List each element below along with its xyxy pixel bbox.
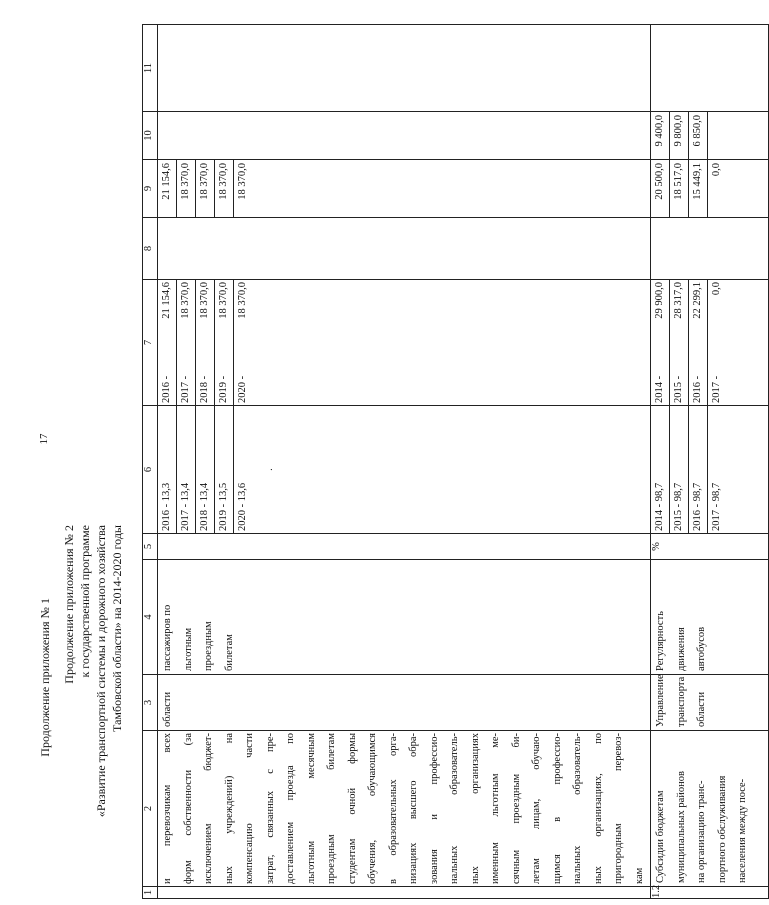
funding-line [158, 280, 177, 405]
executor-cell [158, 675, 651, 731]
text-line: автобусов [696, 626, 707, 671]
column-number: 4 [143, 560, 158, 675]
text-line: транспорта [675, 676, 687, 727]
text-line: кам [633, 867, 645, 884]
text-line: муниципальных районов [675, 771, 687, 883]
funding-value: 0,0 [711, 282, 722, 296]
column-number: 1 [143, 887, 158, 899]
funding-value: 9 400,0 [651, 112, 670, 159]
unit-cell: % [651, 534, 769, 560]
column-number: 7 [143, 280, 158, 406]
measure-description-cell [651, 731, 769, 887]
funding-value: 9 800,0 [670, 112, 689, 159]
column-number: 6 [143, 406, 158, 534]
text-line: движения [675, 627, 687, 671]
funding-line [234, 280, 252, 405]
year-label: 2018 - [199, 375, 210, 403]
executor-cell [651, 675, 769, 731]
text-line: проездным [203, 621, 214, 671]
year-label: 2014 - [654, 375, 665, 403]
row-number-cell [158, 887, 651, 899]
column-number: 10 [143, 112, 158, 160]
funding-value: 29 900,0 [654, 282, 665, 319]
funding-value: 18 370,0 [199, 282, 210, 319]
text-line: студентам очной формы [346, 733, 358, 884]
measure-description-cell [158, 731, 651, 887]
value-lines [158, 160, 252, 217]
page-number: 17 [38, 433, 50, 445]
column-number: 5 [143, 534, 158, 560]
value-lines [651, 160, 726, 217]
funding-value: 18 370,0 [237, 163, 248, 200]
value-lines [158, 280, 252, 405]
text-line: области [696, 691, 707, 727]
funding-value [708, 112, 726, 159]
text-line: пассажиров по [162, 604, 173, 671]
unit-cell [158, 534, 651, 560]
year-label: 2020 - [237, 375, 248, 403]
text-line: населения между посе- [737, 778, 748, 883]
target-value: 2017 - 98,7 [711, 482, 722, 531]
year-label: 2019 - [218, 375, 229, 403]
note-mark: . [264, 468, 275, 471]
target-value: 2017 - 13,4 [177, 406, 196, 533]
column-number: 8 [143, 218, 158, 280]
text-line: компенсацию части [244, 733, 255, 884]
text-line: щимся в профессио- [551, 733, 563, 884]
year-label: 2017 - [180, 375, 191, 403]
funding-value: 18 370,0 [180, 282, 191, 319]
federal-funds-cell [158, 218, 651, 280]
year-label: 2016 - [692, 375, 703, 403]
column-number: 11 [143, 25, 158, 112]
text-lines [651, 731, 754, 886]
value-lines [158, 406, 252, 533]
text-line: льготным [182, 627, 194, 671]
text-lines [651, 560, 713, 674]
target-value: 2016 - 13,3 [158, 406, 177, 533]
funding-line [708, 280, 726, 405]
text-line: исключением бюджет- [203, 733, 214, 884]
program-table [142, 24, 769, 899]
text-lines [651, 675, 713, 730]
funding-line [177, 280, 196, 405]
funding-value: 20 500,0 [651, 160, 670, 217]
text-line: зования и профессио- [428, 733, 440, 884]
funding-value: 18 517,0 [670, 160, 689, 217]
text-line: на организацию транс- [696, 780, 707, 883]
funding-value: 18 370,0 [237, 282, 248, 319]
text-line: ных организациях, по [592, 733, 604, 884]
text-line: билетам [223, 634, 235, 671]
other-funds-cell [158, 25, 651, 112]
row-number-cell: 1.2 [651, 887, 769, 899]
column-number: 2 [143, 731, 158, 887]
appendix-header-line: Тамбовской области» на 2014-2020 годы [110, 525, 124, 732]
funding-value: 18 370,0 [196, 160, 215, 217]
indicator-cell [158, 560, 651, 675]
target-value: 2015 - 98,7 [670, 406, 689, 533]
funding-line [689, 280, 708, 405]
local-funds-cell [158, 112, 651, 160]
funding-line [196, 280, 215, 405]
year-label: 2015 - [673, 375, 684, 403]
text-line: ных учреждений) на [223, 733, 235, 884]
text-line: Регулярность [655, 611, 666, 671]
text-line: льготным месячным [305, 733, 317, 884]
text-lines [158, 731, 650, 886]
appendix-header-line: к государственной программе [78, 525, 92, 678]
regional-funds-cell [651, 160, 769, 218]
target-value: 2014 - 98,7 [651, 406, 670, 533]
text-line: Управление [655, 674, 666, 727]
funding-value: 6 850,0 [689, 112, 708, 159]
column-number-row [143, 25, 158, 899]
text-line: сячным проездным би- [510, 733, 522, 884]
funding-value: 21 154,6 [161, 282, 172, 319]
column-number: 3 [143, 675, 158, 731]
indicator-cell [651, 560, 769, 675]
text-line: Субсидии бюджетам [655, 790, 666, 883]
funding-value: 15 449,1 [689, 160, 708, 217]
executor-text: области [162, 691, 173, 727]
text-line: доставлением проезда по [285, 733, 296, 884]
funding-value: 21 154,6 [158, 160, 177, 217]
text-line: именным льготным ме- [490, 733, 501, 884]
target-value: 2016 - 98,7 [689, 406, 708, 533]
value-lines [651, 280, 726, 405]
funding-value: 22 299,1 [692, 282, 703, 319]
funding-value: 18 370,0 [215, 160, 234, 217]
column-number: 9 [143, 160, 158, 218]
text-line: портного обслуживания [716, 775, 728, 883]
funding-line [670, 280, 689, 405]
target-value: 2020 - 13,6 [237, 482, 248, 531]
appendix-header-line: «Развитие транспортной системы и дорожного хозяйства [94, 525, 108, 818]
value-lines [651, 406, 726, 533]
funding-value: 18 370,0 [177, 160, 196, 217]
year-label: 2016 - [161, 375, 172, 403]
funding-line [651, 280, 670, 405]
funding-total-cell [651, 280, 769, 406]
text-line: в образовательных орга- [387, 733, 399, 884]
text-lines [158, 560, 240, 674]
text-line: ных организациях [469, 733, 481, 884]
table-row [651, 25, 769, 899]
funding-line [215, 280, 234, 405]
federal-funds-cell [651, 218, 769, 280]
text-line: низациях высшего обра- [408, 733, 419, 884]
funding-value: 0,0 [711, 163, 722, 177]
text-line: обучения, обучающимся [367, 733, 378, 884]
funding-value: 28 317,0 [673, 282, 684, 319]
text-line: и перевозчикам всех [162, 733, 173, 884]
funding-value: 18 370,0 [218, 282, 229, 319]
text-line: летам лицам, обучаю- [531, 733, 542, 884]
funding-total-cell [158, 280, 651, 406]
regional-funds-cell [158, 160, 651, 218]
text-line: проездным билетам [326, 733, 337, 884]
text-line: форм собственности (за [182, 733, 194, 884]
continuation-header: Продолжение приложения № 1 [38, 598, 52, 757]
target-value: 2018 - 13,4 [196, 406, 215, 533]
text-line: нальных образователь- [572, 733, 583, 884]
text-line: пригородным перевоз- [613, 733, 624, 884]
year-label: 2017 - [711, 375, 722, 403]
appendix-header-line: Продолжение приложения № 2 [62, 525, 76, 684]
text-line: нальных образователь- [449, 733, 460, 884]
target-value: 2019 - 13,5 [215, 406, 234, 533]
text-line: затрат, связанных с пре- [264, 733, 276, 884]
target-values-cell [651, 406, 769, 534]
target-values-cell [158, 406, 651, 534]
other-funds-cell [651, 25, 769, 112]
local-funds-cell [651, 112, 769, 160]
value-lines [651, 112, 726, 159]
table-row [158, 25, 651, 899]
